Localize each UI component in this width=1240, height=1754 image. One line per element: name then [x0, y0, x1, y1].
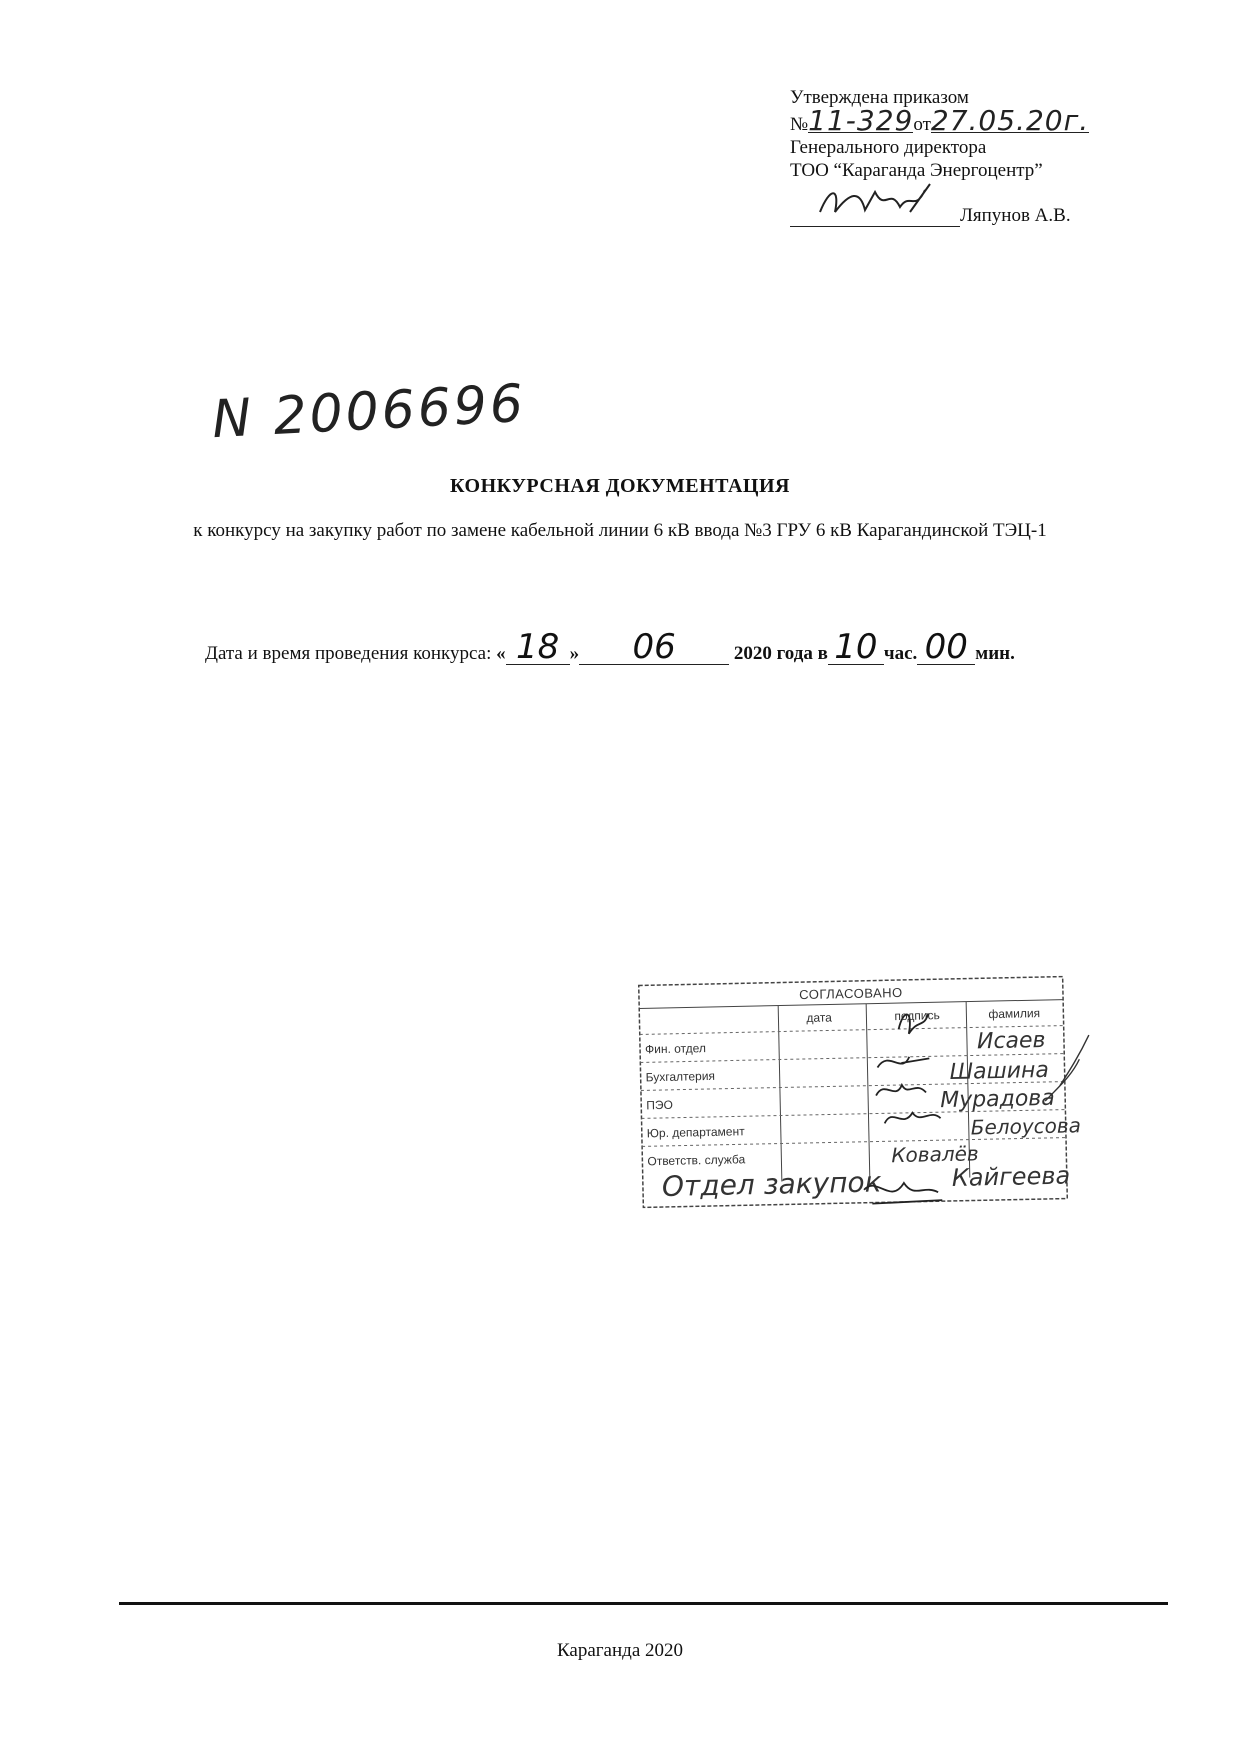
- stamp-row-peo: ПЭО: [646, 1097, 673, 1113]
- footer-rule: [119, 1602, 1168, 1605]
- hour-blank: [828, 627, 884, 667]
- registration-number: N 2006696: [210, 373, 528, 451]
- order-date: 27.05.20г.: [930, 104, 1090, 137]
- tender-day: 18: [515, 627, 560, 667]
- stamp-row-accounting: Бухгалтерия: [645, 1068, 716, 1085]
- tender-year: 2020 года в: [733, 643, 828, 664]
- approval-stamp: [638, 976, 1082, 1209]
- stamp-row-legal: Юр. департамент: [646, 1124, 745, 1141]
- date-prefix: от: [913, 114, 931, 135]
- tender-hour: 10: [834, 627, 878, 667]
- director-signature: [790, 196, 960, 227]
- stamp-row-responsible: Ответств. служба: [647, 1152, 746, 1169]
- approval-company: ТОО “Караганда Энергоцентр”: [790, 160, 1043, 181]
- stamp-handwritten-note: Отдел закупок: [661, 1165, 882, 1204]
- approval-position: Генерального директора: [790, 137, 987, 158]
- month-blank: [579, 627, 729, 667]
- stamp-name-4: Белоусова: [970, 1113, 1082, 1140]
- minute-blank: [917, 627, 975, 667]
- stamp-name-2: Шашина: [949, 1057, 1050, 1085]
- order-number: 11-329: [808, 104, 914, 137]
- stamp-name-1: Исаев: [976, 1027, 1046, 1055]
- tender-date-label: Дата и время проведения конкурса:: [205, 643, 492, 664]
- stamp-col-surname: фамилия: [988, 1006, 1041, 1022]
- stamp-row-finance: Фин. отдел: [644, 1041, 707, 1057]
- signature-line: [790, 196, 1120, 227]
- stamp-signatures-icon: [638, 976, 1069, 1225]
- minute-unit: мин.: [975, 643, 1015, 664]
- stamp-handwritten-extra: Кайгеева: [951, 1161, 1071, 1192]
- tender-month: 06: [632, 627, 676, 667]
- document-subtitle: к конкурсу на закупку работ по замене кабельной линии 6 кВ ввода №3 ГРУ 6 кВ Карагандинской ТЭЦ-1: [193, 520, 1047, 541]
- open-quote: «: [496, 643, 506, 664]
- tender-minute: 00: [924, 627, 968, 667]
- day-blank: [506, 627, 570, 667]
- footer-city-year: Караганда 2020: [556, 1640, 684, 1661]
- tender-date-line: [205, 627, 1015, 667]
- signature-scribble-icon: [790, 182, 960, 222]
- stamp-title: СОГЛАСОВАНО: [798, 984, 903, 1003]
- stamp-name-3: Мурадова: [939, 1085, 1056, 1114]
- approval-block: [790, 86, 1120, 227]
- stamp-col-date: дата: [806, 1010, 833, 1025]
- document-title: КОНКУРСНАЯ ДОКУМЕНТАЦИЯ: [450, 475, 790, 497]
- order-number-line: [790, 104, 1120, 137]
- stamp-col-signature: подпись: [894, 1008, 940, 1024]
- hour-unit: час.: [883, 643, 918, 664]
- stamp-name-5: Ковалёв: [891, 1141, 979, 1168]
- signatory-name: Ляпунов А.В.: [960, 205, 1071, 226]
- number-prefix: №: [790, 114, 809, 135]
- close-quote: »: [569, 643, 580, 664]
- approval-heading: Утверждена приказом: [790, 87, 969, 108]
